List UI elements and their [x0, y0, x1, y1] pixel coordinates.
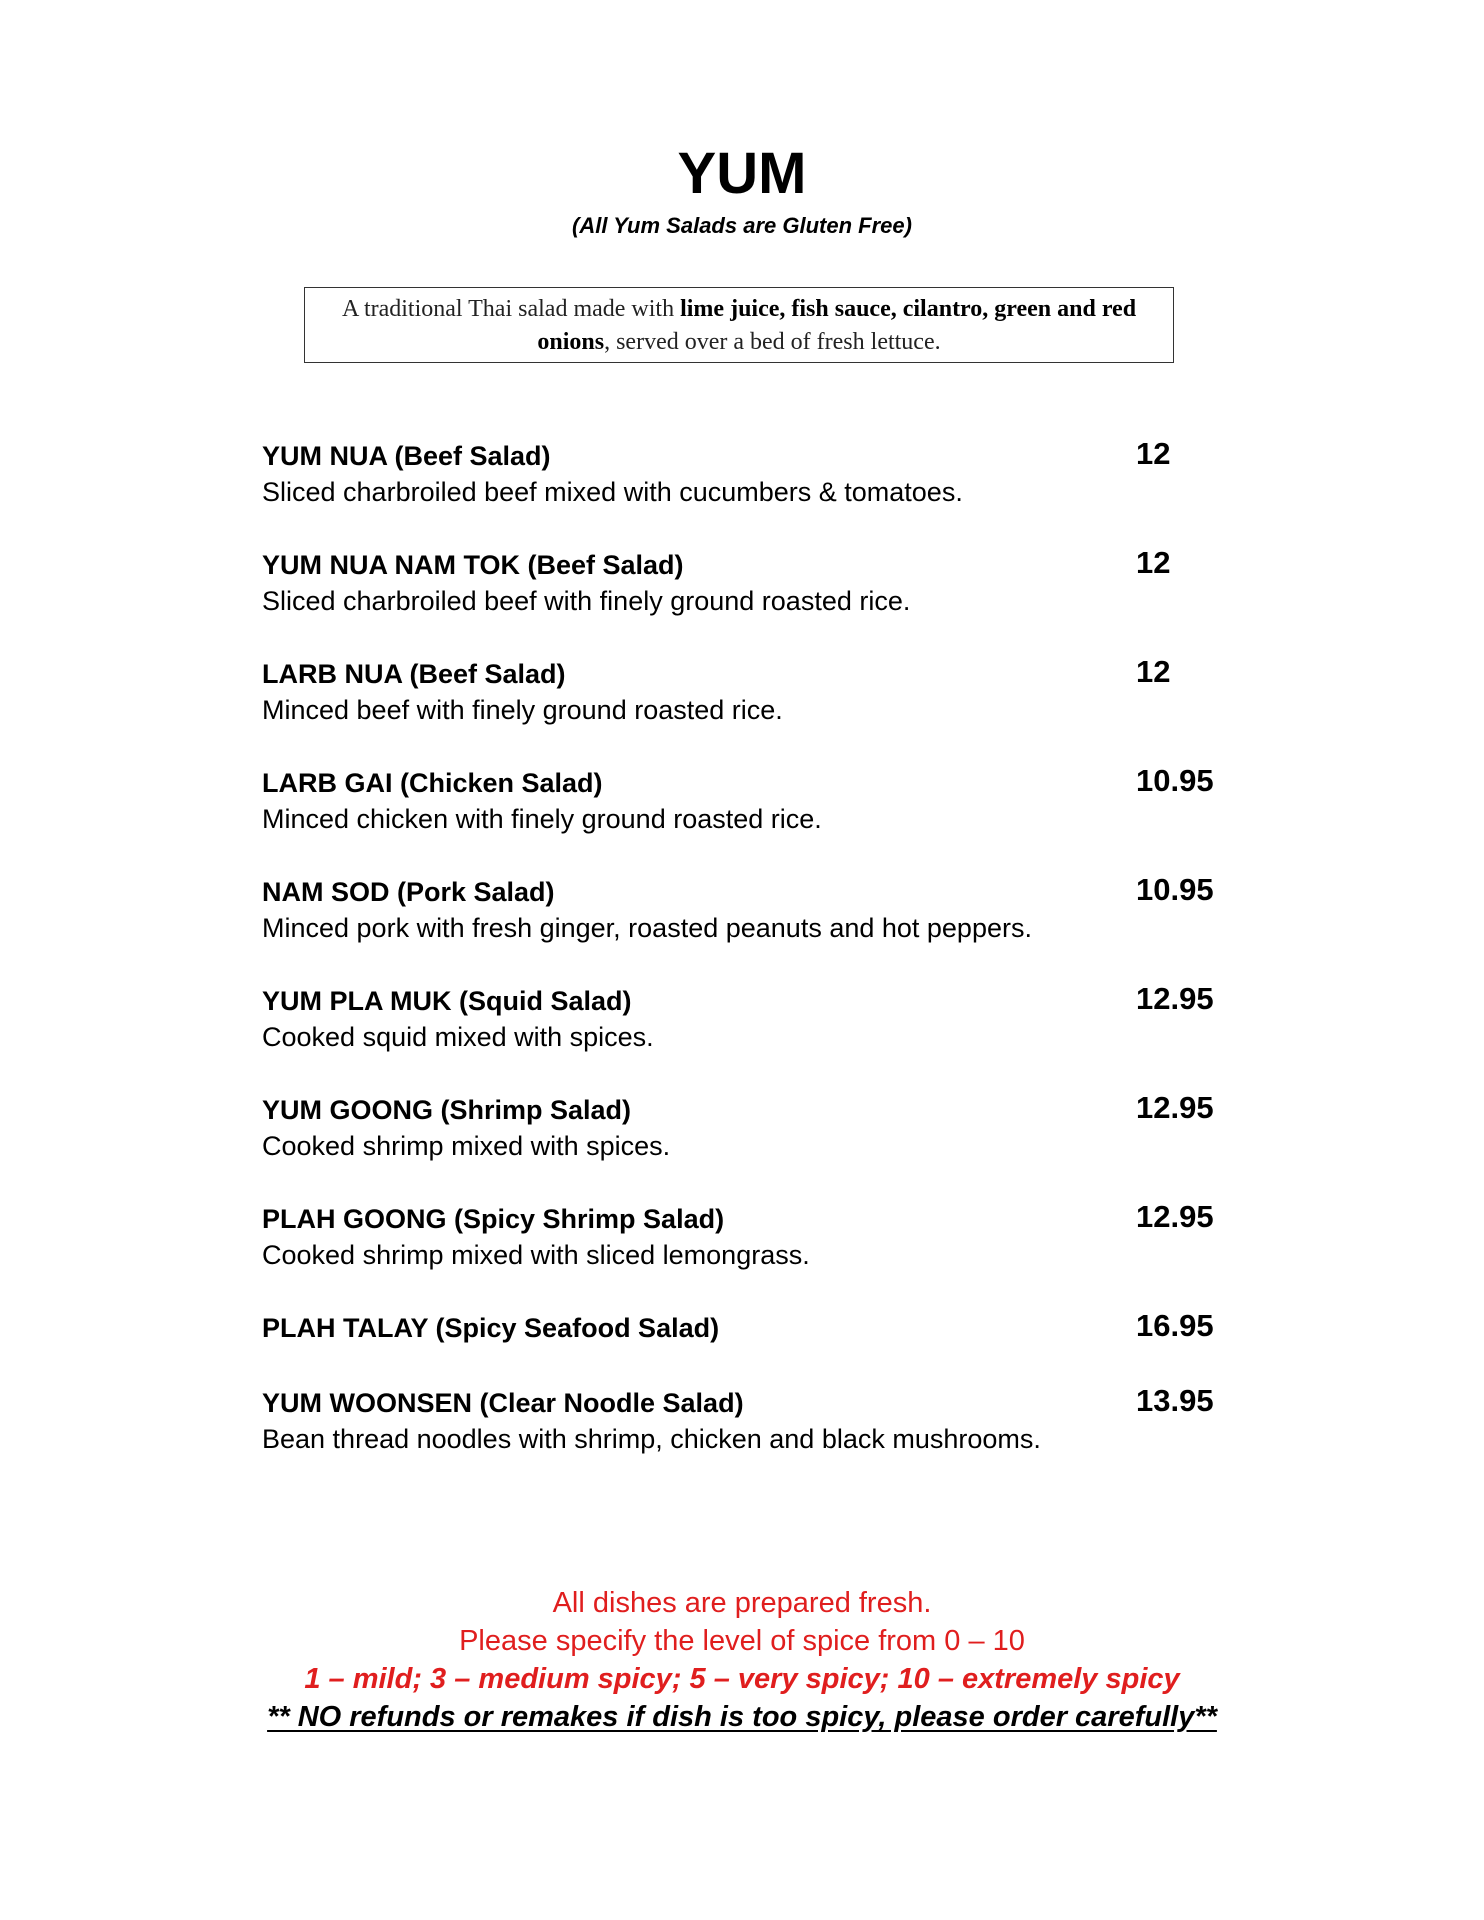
menu-item-description: Sliced charbroiled beef mixed with cucumbers & tomatoes.: [262, 477, 963, 507]
menu-item-name: YUM NUA (Beef Salad): [262, 441, 551, 471]
menu-item: [262, 438, 1222, 547]
menu-item: [262, 874, 1222, 983]
menu-item-price: 10.95: [1136, 872, 1214, 907]
menu-item: [262, 1092, 1222, 1201]
intro-text: A traditional Thai salad made with: [341, 296, 681, 322]
intro-box: [304, 287, 1174, 363]
menu-item-price: 12: [1136, 545, 1171, 580]
menu-item-price: 12.95: [1136, 981, 1214, 1016]
menu-list: [262, 438, 1222, 1494]
menu-item-name: YUM WOONSEN (Clear Noodle Salad): [262, 1388, 744, 1418]
menu-item-name: LARB NUA (Beef Salad): [262, 659, 566, 689]
menu-item: [262, 1385, 1222, 1494]
menu-item-description: Cooked squid mixed with spices.: [262, 1022, 654, 1052]
footer-spice-note: Please specify the level of spice from 0 – 10: [459, 1625, 1025, 1657]
menu-item-price: 12: [1136, 654, 1171, 689]
menu-item: [262, 547, 1222, 656]
menu-item-name: PLAH GOONG (Spicy Shrimp Salad): [262, 1204, 725, 1234]
menu-item-description: Cooked shrimp mixed with spices.: [262, 1131, 671, 1161]
footer-fresh-note: All dishes are prepared fresh.: [552, 1587, 932, 1619]
menu-item: [262, 1201, 1222, 1310]
menu-item: [262, 983, 1222, 1092]
page-subtitle: (All Yum Salads are Gluten Free): [572, 213, 912, 238]
menu-item-price: 10.95: [1136, 763, 1214, 798]
menu-item: [262, 765, 1222, 874]
footer-notes: [0, 1584, 1484, 1736]
menu-item-description: Minced pork with fresh ginger, roasted peanuts and hot peppers.: [262, 913, 1032, 943]
footer-spice-scale: 1 – mild; 3 – medium spicy; 5 – very spicy; 10 – extremely spicy: [304, 1663, 1180, 1695]
menu-item-name: YUM PLA MUK (Squid Salad): [262, 986, 632, 1016]
menu-item-price: 16.95: [1136, 1308, 1214, 1343]
intro-text-end: , served over a bed of fresh lettuce.: [604, 329, 941, 355]
menu-item-description: Sliced charbroiled beef with finely ground roasted rice.: [262, 586, 911, 616]
footer-refund-warning: ** NO refunds or remakes if dish is too spicy, please order carefully**: [267, 1701, 1217, 1733]
menu-item: [262, 1310, 1222, 1385]
menu-item-name: LARB GAI (Chicken Salad): [262, 768, 603, 798]
menu-item-name: NAM SOD (Pork Salad): [262, 877, 555, 907]
menu-item-price: 13.95: [1136, 1383, 1214, 1418]
menu-item-description: Minced beef with finely ground roasted rice.: [262, 695, 783, 725]
menu-item-description: Cooked shrimp mixed with sliced lemongrass.: [262, 1240, 810, 1270]
menu-item-price: 12: [1136, 436, 1171, 471]
menu-item-name: PLAH TALAY (Spicy Seafood Salad): [262, 1313, 720, 1343]
menu-item-description: Minced chicken with finely ground roasted rice.: [262, 804, 822, 834]
intro-ingredients: lime juice, fish sauce, cilantro, green and red onions: [537, 296, 1137, 355]
page-title: YUM: [677, 141, 807, 206]
menu-item-name: YUM NUA NAM TOK (Beef Salad): [262, 550, 684, 580]
menu-item-price: 12.95: [1136, 1090, 1214, 1125]
menu-item-price: 12.95: [1136, 1199, 1214, 1234]
menu-item-description: Bean thread noodles with shrimp, chicken and black mushrooms.: [262, 1424, 1041, 1454]
menu-item: [262, 656, 1222, 765]
menu-item-name: YUM GOONG (Shrimp Salad): [262, 1095, 632, 1125]
